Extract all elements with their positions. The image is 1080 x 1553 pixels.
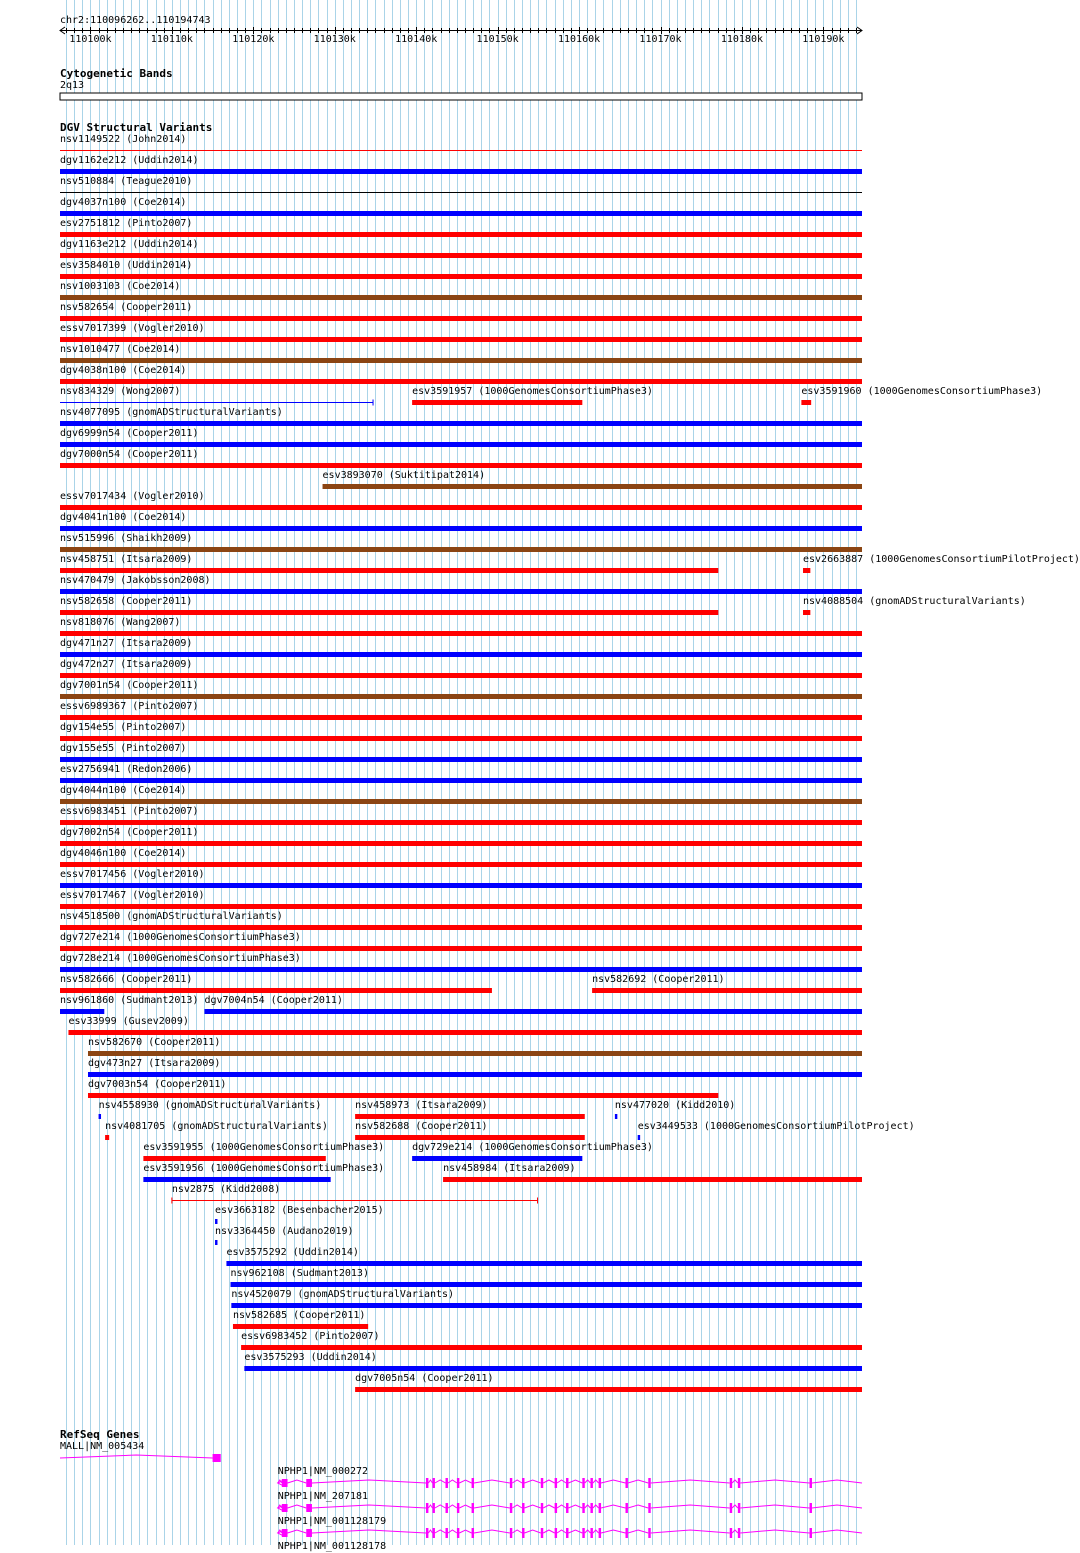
- variant-bar[interactable]: [60, 925, 862, 930]
- ruler-tick-label: 110150k: [476, 34, 519, 45]
- variant-label[interactable]: nsv3364450 (Audano2019): [215, 1226, 354, 1237]
- variant-label[interactable]: dgv729e214 (1000GenomesConsortiumPhase3): [412, 1142, 653, 1153]
- variant-label[interactable]: nsv962108 (Sudmant2013): [230, 1268, 369, 1279]
- gene-exon[interactable]: [582, 1478, 584, 1488]
- variant-label[interactable]: nsv470479 (Jakobsson2008): [60, 575, 211, 586]
- gene-exon[interactable]: [457, 1528, 459, 1538]
- variant-label[interactable]: nsv515996 (Shaikh2009): [60, 533, 193, 544]
- variant-label[interactable]: essv6989367 (Pinto2007): [60, 701, 199, 712]
- variant-label[interactable]: esv3591956 (1000GenomesConsortiumPhase3): [143, 1163, 385, 1174]
- variant-label[interactable]: nsv834329 (Wong2007): [60, 386, 181, 397]
- gene-exon[interactable]: [426, 1528, 428, 1538]
- variant-bar[interactable]: [60, 904, 862, 909]
- variant-bar[interactable]: [68, 1030, 862, 1035]
- variant-bar[interactable]: [60, 946, 862, 951]
- variant-bar[interactable]: [60, 421, 862, 426]
- gene-exon[interactable]: [648, 1528, 650, 1538]
- variant-bar[interactable]: [592, 988, 862, 993]
- variant-label[interactable]: dgv4041n100 (Coe2014): [60, 512, 187, 523]
- gene-exon[interactable]: [457, 1503, 459, 1513]
- cytoband-label: 2q13: [60, 80, 85, 91]
- variant-bar[interactable]: [60, 862, 862, 867]
- track-title-refseq[interactable]: RefSeq Genes: [60, 1428, 140, 1441]
- variant-bar[interactable]: [60, 589, 862, 594]
- variant-bar[interactable]: [60, 799, 862, 804]
- variant-bar[interactable]: [60, 757, 862, 762]
- gene-exon[interactable]: [625, 1478, 627, 1488]
- cytoband-band[interactable]: [60, 93, 862, 100]
- gene-label[interactable]: NPHP1|NM_207181: [277, 1491, 369, 1502]
- variant-label[interactable]: nsv2875 (Kidd2008): [171, 1184, 281, 1195]
- gene-exon[interactable]: [541, 1503, 543, 1513]
- variant-label[interactable]: dgv473n27 (Itsara2009): [87, 1058, 221, 1069]
- variant-label[interactable]: esv2751812 (Pinto2007): [60, 218, 193, 229]
- variant-bar[interactable]: [60, 652, 862, 657]
- region-label: chr2:110096262..110194743: [60, 15, 211, 26]
- variant-bar[interactable]: [215, 1219, 217, 1224]
- gene-exon[interactable]: [625, 1528, 627, 1538]
- gene-exon[interactable]: [590, 1478, 592, 1488]
- variant-bar[interactable]: [60, 778, 862, 783]
- variant-label[interactable]: nsv582688 (Cooper2011): [355, 1121, 488, 1132]
- variant-label[interactable]: nsv582692 (Cooper2011): [592, 974, 725, 985]
- variant-bar[interactable]: [60, 673, 862, 678]
- ruler-tick-label: 110190k: [802, 34, 845, 45]
- variant-bar[interactable]: [803, 610, 810, 615]
- variant-label[interactable]: dgv4046n100 (Coe2014): [60, 848, 187, 859]
- gene-exon[interactable]: [555, 1478, 557, 1488]
- gene-exon[interactable]: [590, 1528, 592, 1538]
- ruler-tick-label: 110100k: [69, 34, 112, 45]
- gene-label[interactable]: NPHP1|NM_001128178: [277, 1541, 387, 1552]
- variant-bar[interactable]: [60, 232, 862, 237]
- variant-label[interactable]: nsv458751 (Itsara2009): [60, 554, 193, 565]
- ruler-tick-label: 110170k: [639, 34, 682, 45]
- variant-label[interactable]: nsv582685 (Cooper2011): [232, 1310, 366, 1321]
- gene-exon[interactable]: [582, 1503, 584, 1513]
- gene-intron-line[interactable]: [278, 1505, 862, 1508]
- gene-exon[interactable]: [432, 1478, 434, 1488]
- gene-exon[interactable]: [810, 1478, 812, 1488]
- track-title-cytoband[interactable]: Cytogenetic Bands: [60, 67, 173, 80]
- variant-label[interactable]: nsv582670 (Cooper2011): [87, 1037, 221, 1048]
- gene-intron-line[interactable]: [60, 1455, 213, 1458]
- gene-exon[interactable]: [446, 1503, 448, 1513]
- variant-bar[interactable]: [88, 1051, 862, 1056]
- gene-exon[interactable]: [566, 1478, 568, 1488]
- gene-exon[interactable]: [426, 1503, 428, 1513]
- gene-exon[interactable]: [432, 1528, 434, 1538]
- gene-exon[interactable]: [566, 1503, 568, 1513]
- gene-exon[interactable]: [213, 1454, 221, 1462]
- gene-intron-line[interactable]: [278, 1480, 862, 1483]
- variant-label[interactable]: nsv4077095 (gnomADStructuralVariants): [60, 407, 283, 418]
- variant-label[interactable]: dgv7001n54 (Cooper2011): [60, 680, 199, 691]
- variant-label[interactable]: nsv4558930 (gnomADStructuralVariants): [98, 1100, 322, 1111]
- variant-label[interactable]: esv3663182 (Besenbacher2015): [215, 1205, 384, 1216]
- variant-bar[interactable]: [231, 1303, 862, 1308]
- variant-bar[interactable]: [60, 547, 862, 552]
- variant-label[interactable]: esv3449533 (1000GenomesConsortiumPilotProject): [637, 1121, 915, 1132]
- variant-bar[interactable]: [244, 1366, 862, 1371]
- variant-label[interactable]: nsv818076 (Wang2007): [60, 617, 181, 628]
- variant-bar[interactable]: [105, 1135, 109, 1140]
- gene-exon[interactable]: [555, 1528, 557, 1538]
- variant-label[interactable]: essv7017399 (Vogler2010): [60, 323, 205, 334]
- variant-label[interactable]: dgv7003n54 (Cooper2011): [87, 1079, 227, 1090]
- variant-bar[interactable]: [60, 253, 862, 258]
- gene-exon[interactable]: [730, 1478, 732, 1488]
- variant-bar[interactable]: [412, 1156, 582, 1161]
- variant-label[interactable]: dgv155e55 (Pinto2007): [60, 743, 187, 754]
- variant-label[interactable]: dgv727e214 (1000GenomesConsortiumPhase3): [60, 932, 301, 943]
- variant-bar[interactable]: [60, 988, 492, 993]
- variant-bar[interactable]: [412, 400, 582, 405]
- variant-bar[interactable]: [638, 1135, 640, 1140]
- gene-exon[interactable]: [472, 1503, 474, 1513]
- variant-bar[interactable]: [60, 526, 862, 531]
- variant-bar[interactable]: [801, 400, 811, 405]
- variant-bar[interactable]: [60, 1009, 104, 1014]
- gene-exon[interactable]: [510, 1478, 512, 1488]
- gene-exon[interactable]: [738, 1478, 740, 1488]
- variant-label[interactable]: nsv4520079 (gnomADStructuralVariants): [231, 1289, 455, 1300]
- gene-exon[interactable]: [810, 1528, 812, 1538]
- gene-exon[interactable]: [306, 1504, 312, 1512]
- variant-label[interactable]: nsv1010477 (Coe2014): [60, 344, 181, 355]
- ruler-tick-label: 110160k: [557, 34, 601, 45]
- variant-bar[interactable]: [355, 1135, 585, 1140]
- variant-bar[interactable]: [241, 1345, 862, 1350]
- gene-exon[interactable]: [522, 1478, 524, 1488]
- gene-label[interactable]: NPHP1|NM_000272: [277, 1466, 369, 1477]
- variant-label[interactable]: essv6983452 (Pinto2007): [241, 1331, 380, 1342]
- variant-bar[interactable]: [226, 1261, 862, 1266]
- ruler-tick-label: 110180k: [720, 34, 763, 45]
- variant-label[interactable]: dgv1163e212 (Uddin2014): [60, 239, 199, 250]
- variant-label[interactable]: essv7017467 (Vogler2010): [60, 890, 205, 901]
- variant-label[interactable]: esv3575292 (Uddin2014): [226, 1247, 359, 1258]
- variant-bar[interactable]: [60, 379, 862, 384]
- ruler-tick-label: 110140k: [395, 34, 438, 45]
- variant-bar[interactable]: [60, 442, 862, 447]
- variant-bar[interactable]: [60, 463, 862, 468]
- gene-exon[interactable]: [599, 1478, 601, 1488]
- variant-label[interactable]: nsv458984 (Itsara2009): [443, 1163, 576, 1174]
- variant-label[interactable]: dgv472n27 (Itsara2009): [60, 659, 193, 670]
- variant-label[interactable]: dgv6999n54 (Cooper2011): [60, 428, 199, 439]
- gene-exon[interactable]: [457, 1478, 459, 1488]
- variant-label[interactable]: nsv961860 (Sudmant2013): [60, 995, 199, 1006]
- variant-label[interactable]: nsv582666 (Cooper2011): [60, 974, 193, 985]
- variant-bar[interactable]: [803, 568, 810, 573]
- ruler-tick-label: 110110k: [150, 34, 193, 45]
- gene-exon[interactable]: [426, 1478, 428, 1488]
- variant-bar[interactable]: [60, 967, 862, 972]
- gene-exon[interactable]: [566, 1528, 568, 1538]
- variant-bar[interactable]: [99, 1114, 101, 1119]
- variant-label[interactable]: dgv4038n100 (Coe2014): [60, 365, 187, 376]
- variant-label[interactable]: nsv4081705 (gnomADStructuralVariants): [105, 1121, 328, 1132]
- ruler-tick-label: 110130k: [313, 34, 356, 45]
- gene-intron-line[interactable]: [278, 1530, 862, 1533]
- variant-bar[interactable]: [143, 1156, 325, 1161]
- variant-bar[interactable]: [60, 694, 862, 699]
- variant-label[interactable]: esv2663887 (1000GenomesConsortiumPilotProject): [803, 554, 1080, 565]
- variant-bar[interactable]: [204, 1009, 862, 1014]
- track-title-dgv[interactable]: DGV Structural Variants: [60, 121, 213, 134]
- variant-label[interactable]: nsv4518500 (gnomADStructuralVariants): [60, 911, 283, 922]
- variant-label[interactable]: dgv471n27 (Itsara2009): [60, 638, 193, 649]
- variant-label[interactable]: dgv7004n54 (Cooper2011): [204, 995, 343, 1006]
- variant-bar[interactable]: [60, 295, 862, 300]
- variant-label[interactable]: dgv4044n100 (Coe2014): [60, 785, 187, 796]
- variant-label[interactable]: nsv477020 (Kidd2010): [614, 1100, 736, 1111]
- variant-label[interactable]: esv3584010 (Uddin2014): [60, 260, 193, 271]
- variant-label[interactable]: nsv582658 (Cooper2011): [60, 596, 193, 607]
- variant-label[interactable]: esv2756941 (Redon2006): [60, 764, 193, 775]
- gene-exon[interactable]: [648, 1478, 650, 1488]
- variant-label[interactable]: dgv7000n54 (Cooper2011): [60, 449, 199, 460]
- variant-bar[interactable]: [60, 610, 718, 615]
- variant-bar[interactable]: [60, 211, 862, 216]
- gene-exon[interactable]: [625, 1503, 627, 1513]
- gene-exon[interactable]: [522, 1528, 524, 1538]
- gene-exon[interactable]: [510, 1528, 512, 1538]
- variant-label[interactable]: dgv7005n54 (Cooper2011): [355, 1373, 494, 1384]
- variant-label[interactable]: essv6983451 (Pinto2007): [60, 806, 199, 817]
- gene-exon[interactable]: [510, 1503, 512, 1513]
- gene-exon[interactable]: [599, 1503, 601, 1513]
- variant-bar[interactable]: [60, 169, 862, 174]
- variant-bar[interactable]: [355, 1387, 862, 1392]
- variant-label[interactable]: dgv1162e212 (Uddin2014): [60, 155, 199, 166]
- gene-exon[interactable]: [730, 1503, 732, 1513]
- variant-label[interactable]: nsv4088504 (gnomADStructuralVariants): [803, 596, 1026, 607]
- variant-bar[interactable]: [60, 820, 862, 825]
- gene-exon[interactable]: [738, 1503, 740, 1513]
- variant-bar[interactable]: [88, 1072, 862, 1077]
- gene-exon[interactable]: [730, 1528, 732, 1538]
- variant-bar[interactable]: [233, 1324, 368, 1329]
- gene-exon[interactable]: [541, 1478, 543, 1488]
- gene-exon[interactable]: [522, 1503, 524, 1513]
- variant-label[interactable]: esv3591960 (1000GenomesConsortiumPhase3): [801, 386, 1043, 397]
- variant-label[interactable]: esv3591957 (1000GenomesConsortiumPhase3): [412, 386, 653, 397]
- variant-label[interactable]: esv3591955 (1000GenomesConsortiumPhase3): [143, 1142, 385, 1153]
- variant-bar[interactable]: [143, 1177, 330, 1182]
- variant-label[interactable]: nsv510884 (Teague2010): [60, 176, 193, 187]
- variant-label[interactable]: esv3575293 (Uddin2014): [244, 1352, 377, 1363]
- variant-label[interactable]: essv7017434 (Vogler2010): [60, 491, 205, 502]
- variant-bar[interactable]: [60, 568, 718, 573]
- variant-bar[interactable]: [323, 484, 862, 489]
- variant-label[interactable]: essv7017456 (Vogler2010): [60, 869, 205, 880]
- gene-exon[interactable]: [810, 1503, 812, 1513]
- gene-exon[interactable]: [446, 1478, 448, 1488]
- variant-label[interactable]: dgv4037n100 (Coe2014): [60, 197, 187, 208]
- gene-exon[interactable]: [472, 1528, 474, 1538]
- variant-label[interactable]: nsv1003103 (Coe2014): [60, 281, 181, 292]
- variant-bar[interactable]: [88, 1093, 718, 1098]
- gene-exon[interactable]: [446, 1528, 448, 1538]
- variant-bar[interactable]: [615, 1114, 617, 1119]
- gene-exon[interactable]: [582, 1528, 584, 1538]
- variant-bar[interactable]: [60, 274, 862, 279]
- variant-bar[interactable]: [355, 1114, 585, 1119]
- gene-exon[interactable]: [306, 1479, 312, 1487]
- variant-bar[interactable]: [443, 1177, 862, 1182]
- variant-bar[interactable]: [60, 337, 862, 342]
- variant-bar[interactable]: [60, 505, 862, 510]
- variant-bar[interactable]: [215, 1240, 217, 1245]
- gene-exon[interactable]: [306, 1529, 312, 1537]
- variant-label[interactable]: nsv458973 (Itsara2009): [355, 1100, 488, 1111]
- variant-label[interactable]: nsv582654 (Cooper2011): [60, 302, 193, 313]
- variant-label[interactable]: dgv728e214 (1000GenomesConsortiumPhase3): [60, 953, 301, 964]
- variant-label[interactable]: esv33999 (Gusev2009): [68, 1016, 189, 1027]
- gene-exon[interactable]: [590, 1503, 592, 1513]
- gene-exon[interactable]: [541, 1528, 543, 1538]
- variant-label[interactable]: dgv7002n54 (Cooper2011): [60, 827, 199, 838]
- variant-bar[interactable]: [60, 358, 862, 363]
- gene-label[interactable]: NPHP1|NM_001128179: [277, 1516, 387, 1527]
- variant-bar[interactable]: [60, 715, 862, 720]
- variant-label[interactable]: dgv154e55 (Pinto2007): [60, 722, 187, 733]
- gene-label[interactable]: MALL|NM_005434: [60, 1441, 145, 1452]
- ruler-tick-label: 110120k: [232, 34, 275, 45]
- variant-bar[interactable]: [60, 631, 862, 636]
- variant-bar[interactable]: [231, 1282, 862, 1287]
- gene-exon[interactable]: [599, 1528, 601, 1538]
- gene-exon[interactable]: [648, 1503, 650, 1513]
- gene-exon[interactable]: [472, 1478, 474, 1488]
- variant-bar[interactable]: [60, 736, 862, 741]
- variant-bar[interactable]: [60, 316, 862, 321]
- variant-label[interactable]: esv3893070 (Suktitipat2014): [322, 470, 486, 481]
- variant-label[interactable]: nsv1149522 (John2014): [60, 134, 187, 145]
- gene-exon[interactable]: [555, 1503, 557, 1513]
- gene-exon[interactable]: [738, 1528, 740, 1538]
- variant-bar[interactable]: [60, 883, 862, 888]
- variant-bar[interactable]: [60, 841, 862, 846]
- gene-exon[interactable]: [432, 1503, 434, 1513]
